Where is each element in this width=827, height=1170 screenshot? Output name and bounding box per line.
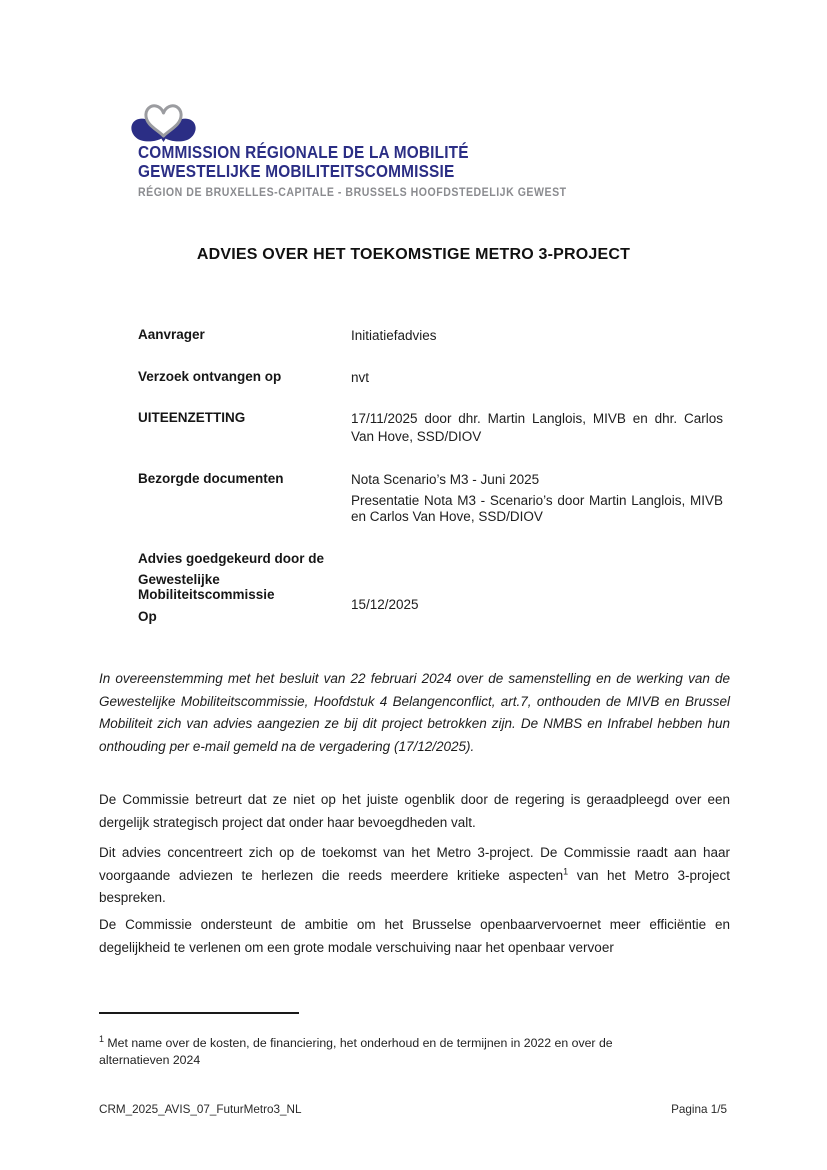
page-title: ADVIES OVER HET TOEKOMSTIGE METRO 3-PROJECT [196, 246, 631, 263]
footnote-reference-1: 1 [563, 866, 569, 877]
logo [129, 103, 625, 199]
iris-heart-logo-icon [130, 103, 197, 142]
info-label-aanvrager: Aanvrager [138, 327, 205, 342]
logo-subtitle-region: RÉGION DE BRUXELLES-CAPITALE - BRUSSELS HOOFDSTEDELIJK GEWEST [138, 185, 567, 199]
info-label-uiteenzetting: UITEENZETTING [138, 410, 246, 425]
info-label-advies-goedgekeurd: Advies goedgekeurd door de [138, 551, 325, 566]
logo-title-fr: COMMISSION RÉGIONALE DE LA MOBILITÉ [138, 142, 469, 162]
paragraph-abstention-notice: In overeenstemming met het besluit van 22 februari 2024 over de samenstelling en de werking van de Gewestelijke Mobiliteitscommissie, Hoofdstuk 4 Belangenconflict, art.7, onthouden de MIVB en Brussel Mobiliteit zich van advies aangezien ze bij dit project betrokken zijn. De NMBS en Infrabel hebben hun onthouding per e-mail gemeld na de vergadering (17/12/2025). [99, 671, 730, 754]
info-label-op: Op [138, 609, 157, 624]
footnote-1-marker: 1 [99, 1033, 105, 1044]
footer-page-number: Pagina 1/5 [671, 1103, 727, 1116]
info-label-gewestelijke-mobiliteitscommissie: Gewestelijke Mobiliteitscommissie [138, 572, 275, 602]
footnote-1-text: Met name over de kosten, de financiering, het onderhoud en de termijnen in 2022 en over de alternatieven 2024 [99, 1036, 613, 1067]
info-value-verzoek: nvt [351, 370, 370, 385]
footer-document-id: CRM_2025_AVIS_07_FuturMetro3_NL [99, 1103, 302, 1116]
info-value-aanvrager: Initiatiefadvies [351, 328, 437, 343]
info-label-verzoek: Verzoek ontvangen op [138, 369, 282, 384]
paragraph3-text-before: Dit advies concentreert zich op de toekomst van het Metro 3-project. De Commissie raadt aan haar voorgaande adviezen te herlezen die reeds meerdere kritieke aspecten [99, 845, 730, 883]
paragraph-advies-concentreert [99, 842, 730, 910]
info-value-uiteenzetting: 17/11/2025 door dhr. Martin Langlois, MIVB en dhr. Carlos Van Hove, SSD/DIOV [351, 411, 723, 444]
info-value-document-1: Nota Scenario’s M3 - Juni 2025 [351, 472, 540, 487]
logo-text [138, 143, 567, 199]
paragraph-commissie-ondersteunt: De Commissie ondersteunt de ambitie om het Brusselse openbaarvervoernet meer efficiëntie en degelijkheid te verlenen om een grote modale verschuiving naar het openbaar vervoer [99, 917, 730, 955]
info-label-bezorgde-documenten: Bezorgde documenten [138, 471, 284, 486]
paragraph3-text-after: van het Metro 3-project bespreken. [99, 867, 730, 906]
info-value-document-2: Presentatie Nota M3 - Scenario’s door Martin Langlois, MIVB en Carlos Van Hove, SSD/DIOV [351, 493, 723, 525]
paragraph-commissie-betreurt: De Commissie betreurt dat ze niet op het juiste ogenblik door de regering is geraadpleegd over een dergelijk strategisch project dat onder haar bevoegdheden valt. [99, 792, 730, 830]
info-value-goedkeuringsdatum: 15/12/2025 [351, 597, 419, 612]
footnote-separator [99, 1012, 299, 1014]
logo-title-nl: GEWESTELIJKE MOBILITEITSCOMMISSIE [138, 161, 455, 181]
footnote-1 [99, 1035, 684, 1069]
